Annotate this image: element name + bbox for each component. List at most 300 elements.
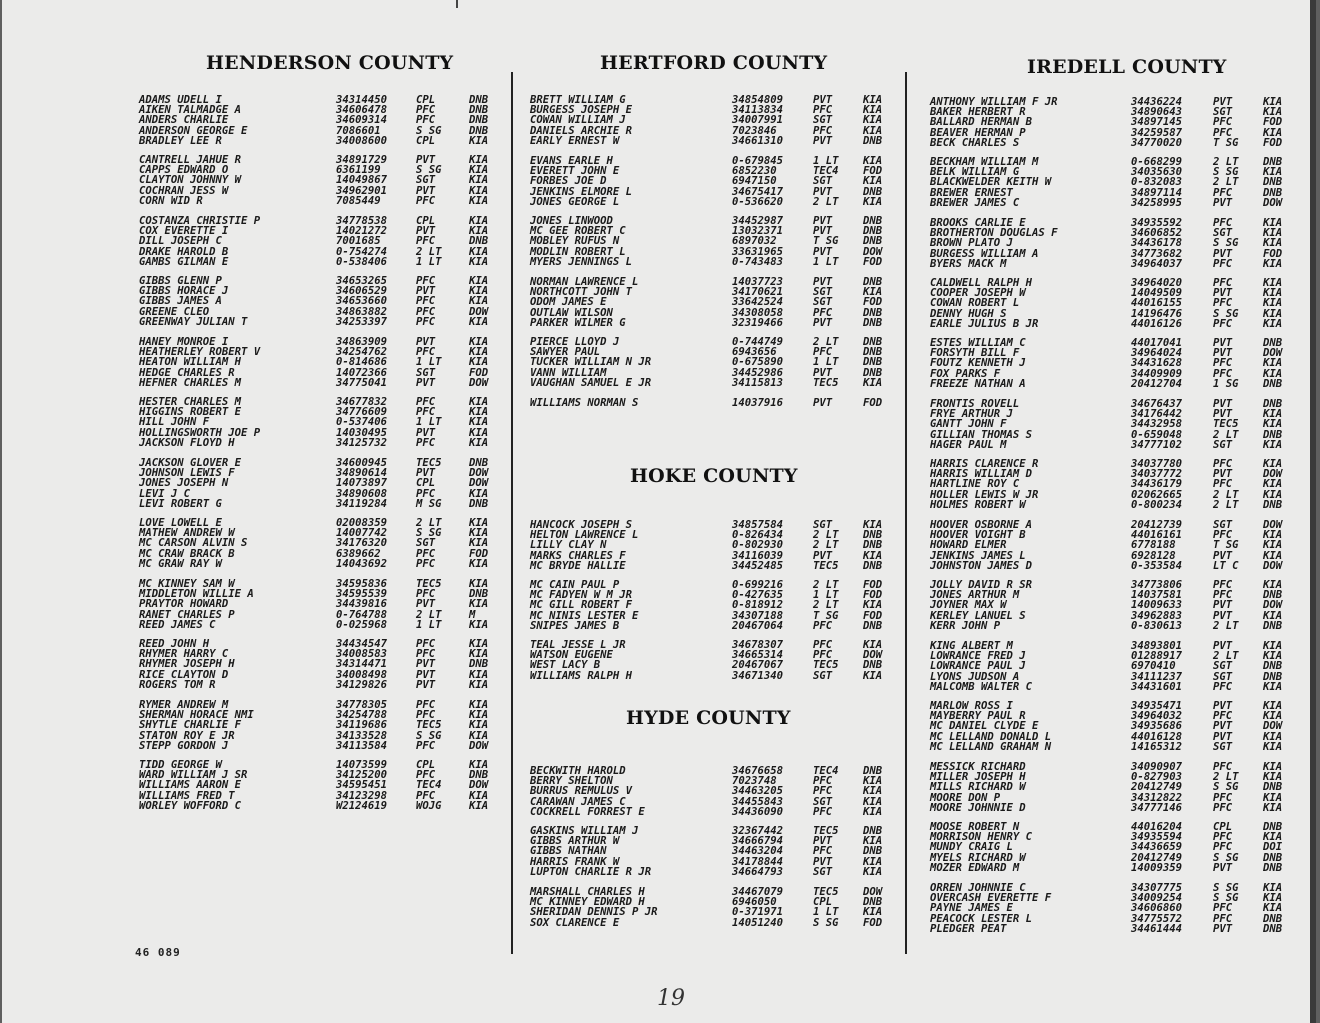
record-rank: PVT	[416, 154, 436, 166]
record-name: GREENWAY JULIAN T	[139, 315, 248, 328]
record-serial-number: 32319466	[732, 316, 784, 329]
record-group	[930, 580, 1300, 631]
record-name: LOWRANCE FRED J	[930, 650, 1026, 663]
record-serial-number: 6852230	[732, 165, 777, 178]
record-status: DNB	[469, 114, 489, 127]
county-heading: HENDERSON COUNTY	[206, 52, 454, 74]
record-name: STEPP GORDON J	[139, 739, 229, 752]
record-rank: CPL	[416, 477, 436, 490]
record-status: DOW	[469, 467, 489, 480]
record-serial-number: 14049867	[336, 174, 388, 187]
record-status: KIA	[469, 668, 489, 681]
record-name: RHYMER JOSEPH H	[139, 658, 235, 671]
record-serial-number: 34009254	[1131, 892, 1183, 905]
record-name: MC BRYDE HALLIE	[530, 559, 626, 572]
record-name: PIERCE LLOYD J	[530, 336, 620, 348]
record-group	[930, 822, 1300, 873]
record-serial-number: 34125732	[336, 436, 388, 449]
record-status: DNB	[1263, 428, 1283, 441]
record-rank: PVT	[1213, 720, 1233, 733]
record-rank: PFC	[416, 648, 436, 661]
record-rank: 1 LT	[416, 356, 442, 369]
record-serial-number: 34776609	[336, 406, 388, 419]
record-row	[530, 671, 892, 681]
record-name: MC FADYEN W M JR	[530, 589, 633, 602]
record-rank: 2 LT	[813, 539, 839, 552]
record-serial-number: 34890608	[336, 487, 388, 500]
record-serial-number: 34090907	[1131, 761, 1183, 773]
record-rank: PVT	[813, 94, 833, 106]
record-rank: TEC5	[416, 578, 442, 590]
record-status: KIA	[469, 134, 489, 147]
record-status: KIA	[469, 406, 489, 419]
record-name: COCHRAN JESS W	[139, 184, 229, 197]
record-name: EVERETT JOHN E	[530, 165, 620, 178]
record-name: TEAL JESSE L JR	[530, 639, 626, 651]
record-serial-number: 14037723	[732, 276, 784, 288]
record-rank: S SG	[1213, 237, 1239, 250]
record-status: KIA	[469, 315, 489, 328]
record-rank: PVT	[813, 397, 833, 409]
record-rank: S SG	[416, 124, 442, 137]
record-rank: 1 LT	[416, 416, 442, 429]
record-name: HARRIS CLARENCE R	[930, 458, 1039, 470]
record-name: HIGGINS ROBERT E	[139, 406, 242, 419]
record-serial-number: 01288917	[1131, 650, 1183, 663]
record-rank: S SG	[416, 527, 442, 540]
record-serial-number: 34432958	[1131, 418, 1183, 431]
record-name: MC LELLAND DONALD L	[930, 730, 1052, 743]
record-name: HELTON LAWRENCE L	[530, 529, 639, 542]
record-rank: PVT	[1213, 861, 1233, 874]
record-rank: 1 LT	[813, 906, 839, 919]
record-rank: PFC	[416, 557, 436, 570]
record-group	[139, 518, 499, 569]
record-name: HOLMES ROBERT W	[930, 498, 1026, 511]
record-name: GAMBS GILMAN E	[139, 255, 229, 268]
record-rank: PFC	[416, 588, 436, 601]
record-status: FOD	[863, 165, 883, 178]
record-status: KIA	[469, 487, 489, 500]
record-name: MATHEW ANDREW W	[139, 527, 235, 540]
record-rank: PVT	[1213, 700, 1233, 712]
record-status: KIA	[1263, 801, 1283, 814]
record-rank: 1 LT	[813, 255, 839, 268]
record-name: MC CARSON ALVIN S	[139, 537, 248, 550]
record-rank: PVT	[1213, 247, 1233, 260]
record-name: REED JAMES C	[139, 618, 216, 631]
record-rank: PFC	[1213, 297, 1233, 310]
record-row	[930, 259, 1300, 269]
record-serial-number: 0-826434	[732, 529, 784, 542]
record-status: KIA	[863, 835, 883, 848]
record-name: MORRISON HENRY C	[930, 831, 1033, 844]
record-group	[530, 216, 892, 267]
record-status: DOW	[469, 779, 489, 792]
record-rank: PVT	[1213, 609, 1233, 622]
record-group	[530, 640, 892, 681]
record-serial-number: 6778188	[1131, 539, 1176, 552]
record-rank: PVT	[813, 185, 833, 198]
record-rank: PFC	[416, 346, 436, 359]
record-name: PEACOCK LESTER L	[930, 912, 1033, 925]
record-rank: SGT	[813, 175, 833, 188]
record-serial-number: 32367442	[732, 825, 784, 837]
record-name: MC LELLAND GRAHAM N	[930, 740, 1052, 753]
record-row	[139, 378, 499, 388]
record-row	[139, 801, 499, 811]
record-rank: T SG	[1213, 539, 1239, 552]
record-group	[530, 887, 892, 928]
record-status: DNB	[1263, 781, 1283, 794]
record-name: HEFNER CHARLES M	[139, 376, 242, 389]
record-rank: PVT	[1213, 398, 1233, 410]
record-status: DOW	[469, 477, 489, 490]
record-name: COSTANZA CHRISTIE P	[139, 215, 261, 227]
record-rank: PFC	[416, 114, 436, 127]
record-status: DOW	[1263, 347, 1283, 360]
record-status: KIA	[1263, 650, 1283, 663]
record-row	[139, 620, 499, 630]
record-name: BECKWITH HAROLD	[530, 765, 626, 777]
record-rank: PFC	[1213, 257, 1233, 270]
record-row	[139, 317, 499, 327]
record-name: VANN WILLIAM	[530, 366, 607, 379]
record-rank: PFC	[813, 306, 833, 319]
record-group	[930, 520, 1300, 571]
record-row	[930, 561, 1300, 571]
record-serial-number: 14037916	[732, 397, 784, 409]
record-status: KIA	[469, 285, 489, 298]
record-serial-number: 34431628	[1131, 357, 1183, 370]
record-row	[930, 742, 1300, 752]
record-name: MOBLEY RUFUS N	[530, 235, 620, 248]
record-serial-number: 34436224	[1131, 96, 1183, 108]
record-status: KIA	[469, 396, 489, 408]
record-status: DOW	[863, 649, 883, 662]
record-name: SHYTLE CHARLIE F	[139, 719, 242, 732]
record-status: FOD	[1263, 247, 1283, 260]
record-rank: PFC	[1213, 902, 1233, 915]
record-status: FOD	[863, 397, 883, 409]
record-status: DOW	[1263, 468, 1283, 481]
record-name: CANTRELL JAHUE R	[139, 154, 242, 166]
record-row	[530, 867, 892, 877]
record-serial-number: 34008600	[336, 134, 388, 147]
record-name: HESTER CHARLES M	[139, 396, 242, 408]
record-rank: PFC	[416, 275, 436, 287]
record-serial-number: 34253397	[336, 315, 388, 328]
record-serial-number: 34307775	[1131, 882, 1183, 894]
record-row	[530, 398, 892, 408]
record-serial-number: 34008498	[336, 668, 388, 681]
record-rank: PFC	[416, 396, 436, 408]
record-rank: T SG	[813, 235, 839, 248]
record-name: JONES GEORGE L	[530, 195, 620, 208]
record-serial-number: 0-538406	[336, 255, 388, 268]
record-status: KIA	[863, 124, 883, 137]
record-row	[530, 257, 892, 267]
record-name: ESTES WILLIAM C	[930, 337, 1026, 349]
record-name: EVANS EARLE H	[530, 155, 613, 167]
record-status: KIA	[1263, 831, 1283, 844]
record-serial-number: 34964032	[1131, 710, 1183, 723]
record-group	[530, 95, 892, 146]
record-status: KIA	[863, 549, 883, 562]
record-status: KIA	[469, 638, 489, 650]
record-status: KIA	[469, 295, 489, 308]
record-serial-number: 34307188	[732, 609, 784, 622]
record-rank: TEC5	[813, 559, 839, 572]
record-name: PRAYTOR HOWARD	[139, 598, 229, 611]
record-serial-number: 0-679845	[732, 155, 784, 167]
record-row	[930, 682, 1300, 692]
record-rank: PFC	[416, 769, 436, 782]
record-status: KIA	[1263, 882, 1283, 894]
record-serial-number: 34119686	[336, 719, 388, 732]
record-group	[930, 459, 1300, 510]
record-serial-number: 34775041	[336, 376, 388, 389]
record-status: DNB	[1263, 498, 1283, 511]
record-name: HOLLINGSWORTH JOE P	[139, 426, 261, 439]
record-rank: TEC4	[813, 165, 839, 178]
record-rank: TEC5	[813, 659, 839, 672]
record-status: KIA	[1263, 771, 1283, 784]
record-rank: M SG	[416, 497, 442, 510]
record-name: OUTLAW WILSON	[530, 306, 613, 319]
record-name: MILLER JOSEPH H	[930, 771, 1026, 784]
record-status: DNB	[863, 825, 883, 837]
record-name: ORREN JOHNNIE C	[930, 882, 1026, 894]
record-rank: PVT	[416, 426, 436, 439]
record-rank: PFC	[416, 739, 436, 752]
record-group	[139, 216, 499, 267]
record-rank: PVT	[416, 285, 436, 298]
record-name: JONES LINWOOD	[530, 215, 613, 227]
record-name: JENKINS ELMORE L	[530, 185, 633, 198]
record-name: EARLE JULIUS B JR	[930, 317, 1039, 330]
record-serial-number: 34863882	[336, 305, 388, 318]
record-serial-number: 34935686	[1131, 720, 1183, 733]
record-name: HOOVER VOIGHT B	[930, 529, 1026, 542]
record-row	[930, 621, 1300, 631]
record-rank: PVT	[416, 376, 436, 389]
record-name: MC CAIN PAUL P	[530, 579, 620, 591]
record-name: LOVE LOWELL E	[139, 517, 222, 529]
record-serial-number: 34962883	[1131, 609, 1183, 622]
record-serial-number: 34436090	[732, 805, 784, 818]
record-serial-number: 34431601	[1131, 680, 1183, 693]
record-serial-number: 0-818912	[732, 599, 784, 612]
record-status: DOW	[469, 376, 489, 389]
record-serial-number: 34113584	[336, 739, 388, 752]
record-name: BECK CHARLES S	[930, 136, 1020, 149]
record-status: KIA	[469, 537, 489, 550]
record-name: WARD WILLIAM J SR	[139, 769, 248, 782]
record-serial-number: 34778538	[336, 215, 388, 227]
record-rank: PVT	[813, 134, 833, 147]
record-serial-number: 34254788	[336, 709, 388, 722]
record-status: DNB	[469, 588, 489, 601]
record-serial-number: 0-832083	[1131, 176, 1183, 189]
record-rank: CPL	[813, 896, 833, 909]
record-status: DNB	[469, 457, 489, 469]
record-name: CLAYTON JOHNNY W	[139, 174, 242, 187]
record-group	[530, 580, 892, 631]
record-rank: PFC	[813, 845, 833, 858]
record-serial-number: 34436178	[1131, 237, 1183, 250]
record-name: BREWER JAMES C	[930, 196, 1020, 209]
record-group	[930, 218, 1300, 269]
record-serial-number: 34463205	[732, 785, 784, 798]
record-rank: PVT	[1213, 468, 1233, 481]
column-divider-left	[511, 72, 513, 954]
record-serial-number: 34609314	[336, 114, 388, 127]
record-row	[530, 378, 892, 388]
record-status: DNB	[1263, 377, 1283, 390]
county-heading: HYDE COUNTY	[626, 707, 791, 729]
record-serial-number: 34436659	[1131, 841, 1183, 854]
record-name: FRYE ARTHUR J	[930, 408, 1013, 421]
record-rank: 2 LT	[813, 599, 839, 612]
record-serial-number: 34600945	[336, 457, 388, 469]
record-name: FORSYTH BILL F	[930, 347, 1020, 360]
record-status: DOI	[1263, 841, 1283, 854]
record-name: GANTT JOHN F	[930, 418, 1007, 431]
record-rank: S SG	[416, 164, 442, 177]
record-status: DNB	[863, 185, 883, 198]
record-status: KIA	[863, 795, 883, 808]
record-rank: SGT	[813, 114, 833, 127]
record-name: KING ALBERT M	[930, 640, 1013, 652]
record-status: KIA	[1263, 227, 1283, 240]
record-name: DANIELS ARCHIE R	[530, 124, 633, 137]
record-name: WILLIAMS RALPH H	[530, 669, 633, 682]
record-rank: T SG	[813, 609, 839, 622]
record-name: BYERS MACK M	[930, 257, 1007, 270]
record-serial-number: 34676658	[732, 765, 784, 777]
record-serial-number: 34452485	[732, 559, 784, 572]
record-serial-number: 6970410	[1131, 660, 1176, 673]
record-serial-number: 34661310	[732, 134, 784, 147]
record-name: ROGERS TOM R	[139, 678, 216, 691]
record-serial-number: 34773682	[1131, 247, 1183, 260]
record-rank: PVT	[416, 678, 436, 691]
record-rank: PVT	[813, 549, 833, 562]
record-status: KIA	[863, 906, 883, 919]
record-status: KIA	[863, 639, 883, 651]
record-status: KIA	[1263, 549, 1283, 562]
record-status: DNB	[469, 104, 489, 117]
record-name: EARLY ERNEST W	[530, 134, 620, 147]
record-serial-number: 34770020	[1131, 136, 1183, 149]
record-name: HANCOCK JOSEPH S	[530, 519, 633, 531]
record-serial-number: 34258995	[1131, 196, 1183, 209]
record-rank: PFC	[813, 124, 833, 137]
record-status: DNB	[863, 134, 883, 147]
record-rank: LT C	[1213, 559, 1239, 572]
record-rank: PFC	[1213, 186, 1233, 199]
record-name: AIKEN TALMADGE A	[139, 104, 242, 117]
record-rank: TEC4	[416, 779, 442, 792]
record-rank: PVT	[416, 598, 436, 611]
record-name: DILL JOSEPH C	[139, 235, 222, 248]
record-rank: PFC	[1213, 357, 1233, 370]
record-rank: PFC	[813, 346, 833, 359]
record-name: RYMER ANDREW M	[139, 699, 229, 711]
record-status: KIA	[469, 346, 489, 359]
record-status: DNB	[863, 619, 883, 632]
record-name: GIBBS NATHAN	[530, 845, 607, 858]
record-status: DNB	[863, 765, 883, 777]
record-status: DNB	[863, 366, 883, 379]
record-status: KIA	[469, 436, 489, 449]
record-group	[139, 639, 499, 690]
record-rank: PFC	[1213, 912, 1233, 925]
record-serial-number: 34962901	[336, 184, 388, 197]
county-heading: HOKE COUNTY	[630, 465, 798, 487]
record-status: DNB	[469, 658, 489, 671]
record-serial-number: 0-668299	[1131, 156, 1183, 168]
record-serial-number: 20467067	[732, 659, 784, 672]
record-rank: PFC	[416, 406, 436, 419]
record-rank: SGT	[1213, 660, 1233, 673]
record-status: DOW	[1263, 599, 1283, 612]
record-serial-number: 6947150	[732, 175, 777, 188]
record-name: MC GEE ROBERT C	[530, 225, 626, 238]
record-name: LYONS JUDSON A	[930, 670, 1020, 683]
record-status: DNB	[1263, 398, 1283, 410]
record-row	[139, 559, 499, 569]
record-status: KIA	[469, 416, 489, 429]
record-serial-number: 34409909	[1131, 367, 1183, 380]
record-rank: CPL	[416, 759, 436, 771]
record-name: HOLLER LEWIS W JR	[930, 488, 1039, 501]
record-serial-number: 44016204	[1131, 821, 1183, 833]
record-rank: PFC	[813, 785, 833, 798]
record-status: KIA	[863, 155, 883, 167]
record-rank: SGT	[813, 669, 833, 682]
record-rank: 1 LT	[416, 618, 442, 631]
record-rank: PFC	[813, 619, 833, 632]
record-name: MARKS CHARLES F	[530, 549, 626, 562]
record-name: NORTHCOTT JOHN T	[530, 286, 633, 299]
record-status: FOD	[863, 255, 883, 268]
record-serial-number: 0-675890	[732, 356, 784, 369]
record-name: JACKSON FLOYD H	[139, 436, 235, 449]
record-status: KIA	[469, 225, 489, 238]
record-rank: PVT	[416, 658, 436, 671]
record-status: FOD	[863, 916, 883, 929]
record-group	[530, 520, 892, 571]
record-status: KIA	[1263, 287, 1283, 300]
record-serial-number: 0-744749	[732, 336, 784, 348]
record-rank: PVT	[1213, 337, 1233, 349]
record-name: PLEDGER PEAT	[930, 922, 1007, 935]
record-status: KIA	[1263, 418, 1283, 431]
record-name: FOUTZ KENNETH J	[930, 357, 1026, 370]
record-serial-number: 7023748	[732, 775, 777, 788]
record-row	[930, 440, 1300, 450]
record-rank: 1 LT	[813, 589, 839, 602]
record-status: KIA	[469, 527, 489, 540]
record-rank: 2 LT	[1213, 156, 1239, 168]
record-status: DNB	[1263, 912, 1283, 925]
record-row	[530, 136, 892, 146]
record-name: HEDGE CHARLES R	[139, 366, 235, 379]
record-rank: 2 LT	[813, 336, 839, 348]
record-name: HEATHERLEY ROBERT V	[139, 346, 261, 359]
